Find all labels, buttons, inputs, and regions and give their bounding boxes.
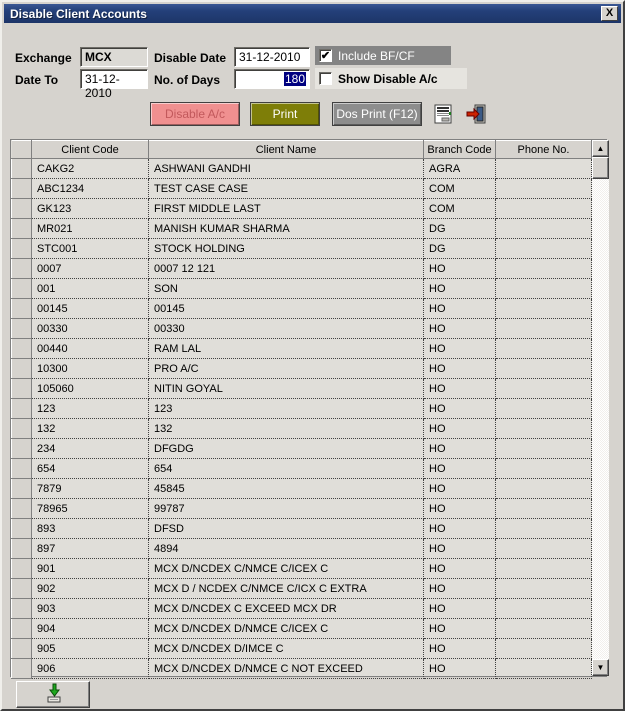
table-row[interactable] xyxy=(12,239,592,259)
table-row[interactable] xyxy=(12,319,592,339)
row-selector[interactable] xyxy=(12,159,32,179)
table-row[interactable] xyxy=(12,399,592,419)
row-selector[interactable] xyxy=(12,219,32,239)
phone-no-cell xyxy=(496,439,592,459)
branch-code-cell: DG xyxy=(424,219,496,239)
row-selector[interactable] xyxy=(12,659,32,679)
client-name-cell: MCX D/NCDEX C/NMCE C/ICEX C xyxy=(149,559,424,579)
phone-no-cell xyxy=(496,379,592,399)
client-name-cell: DFSD xyxy=(149,519,424,539)
client-code-cell: 7879 xyxy=(32,479,149,499)
date-to-field[interactable] xyxy=(80,69,148,100)
phone-no-cell xyxy=(496,559,592,579)
no-of-days-field[interactable] xyxy=(234,69,310,89)
table-row[interactable] xyxy=(12,199,592,219)
scrollbar-track[interactable] xyxy=(592,179,609,659)
include-bfcf-checkbox[interactable] xyxy=(315,46,451,65)
table-row[interactable] xyxy=(12,379,592,399)
client-name-cell: MCX D/NCDEX D/IMCE C xyxy=(149,639,424,659)
row-selector[interactable] xyxy=(12,539,32,559)
no-of-days-value: 180 xyxy=(284,72,305,86)
client-table-body xyxy=(12,159,592,679)
client-code-cell: GK123 xyxy=(32,199,149,219)
phone-no-cell xyxy=(496,499,592,519)
row-selector[interactable] xyxy=(12,179,32,199)
client-code-cell: 78965 xyxy=(32,499,149,519)
client-name-cell: 123 xyxy=(149,399,424,419)
disable-ac-button[interactable]: Disable A/c xyxy=(150,102,240,126)
row-selector[interactable] xyxy=(12,559,32,579)
phone-no-cell xyxy=(496,419,592,439)
phone-no-cell xyxy=(496,459,592,479)
disable-date-field[interactable] xyxy=(234,47,310,67)
client-name-cell: 0007 12 121 xyxy=(149,259,424,279)
client-name-cell: 00145 xyxy=(149,299,424,319)
table-row[interactable] xyxy=(12,299,592,319)
table-row[interactable] xyxy=(12,219,592,239)
table-row[interactable] xyxy=(12,659,592,679)
phone-no-cell xyxy=(496,599,592,619)
branch-code-cell: HO xyxy=(424,299,496,319)
scroll-up-icon: ▲ xyxy=(596,144,605,153)
branch-code-cell: DG xyxy=(424,239,496,259)
branch-code-cell: HO xyxy=(424,419,496,439)
branch-code-cell: HO xyxy=(424,479,496,499)
phone-no-cell xyxy=(496,159,592,179)
client-code-cell: 897 xyxy=(32,539,149,559)
titlebar xyxy=(4,4,621,23)
print-button[interactable]: Print xyxy=(250,102,320,126)
branch-code-cell: COM xyxy=(424,199,496,219)
branch-code-cell: HO xyxy=(424,399,496,419)
disable-date-label: Disable Date xyxy=(154,51,227,65)
table-row[interactable] xyxy=(12,519,592,539)
client-code-cell: 10300 xyxy=(32,359,149,379)
phone-no-cell xyxy=(496,239,592,259)
table-row[interactable] xyxy=(12,339,592,359)
row-selector[interactable] xyxy=(12,359,32,379)
col-branch-code[interactable]: Branch Code xyxy=(424,141,496,159)
table-row[interactable] xyxy=(12,179,592,199)
client-code-cell: 001 xyxy=(32,279,149,299)
phone-no-cell xyxy=(496,219,592,239)
client-code-cell: 105060 xyxy=(32,379,149,399)
scrollbar-thumb[interactable] xyxy=(592,157,609,179)
client-code-cell: 132 xyxy=(32,419,149,439)
client-name-cell: 4894 xyxy=(149,539,424,559)
client-name-cell: STOCK HOLDING xyxy=(149,239,424,259)
row-selector[interactable] xyxy=(12,419,32,439)
row-selector[interactable] xyxy=(12,339,32,359)
row-selector[interactable] xyxy=(12,399,32,419)
close-button[interactable] xyxy=(601,6,618,21)
client-name-cell: MCX D/NCDEX D/NMCE C/ICEX C xyxy=(149,619,424,639)
client-name-cell: NITIN GOYAL xyxy=(149,379,424,399)
checkbox-unchecked-icon xyxy=(319,72,332,85)
table-row[interactable] xyxy=(12,599,592,619)
branch-code-cell: HO xyxy=(424,259,496,279)
phone-no-cell xyxy=(496,199,592,219)
client-code-cell: 901 xyxy=(32,559,149,579)
client-code-cell: 905 xyxy=(32,639,149,659)
client-code-cell: 00330 xyxy=(32,319,149,339)
client-name-cell: SON xyxy=(149,279,424,299)
phone-no-cell xyxy=(496,539,592,559)
client-name-cell: MANISH KUMAR SHARMA xyxy=(149,219,424,239)
show-disable-label: Show Disable A/c xyxy=(338,71,438,86)
row-selector[interactable] xyxy=(12,619,32,639)
client-code-cell: 654 xyxy=(32,459,149,479)
client-code-cell: CAKG2 xyxy=(32,159,149,179)
client-name-cell: TEST CASE CASE xyxy=(149,179,424,199)
table-row[interactable] xyxy=(12,279,592,299)
col-client-name[interactable]: Client Name xyxy=(149,141,424,159)
col-client-code[interactable]: Client Code xyxy=(32,141,149,159)
window-title: Disable Client Accounts xyxy=(10,6,147,21)
client-code-cell: 902 xyxy=(32,579,149,599)
client-code-cell: 123 xyxy=(32,399,149,419)
row-selector[interactable] xyxy=(12,279,32,299)
scroll-down-icon: ▼ xyxy=(596,663,605,672)
close-icon: X xyxy=(605,7,614,19)
client-code-cell: 906 xyxy=(32,659,149,679)
table-row[interactable] xyxy=(12,439,592,459)
disable-date-value: 31-12-2010 xyxy=(239,50,301,64)
client-name-cell: 45845 xyxy=(149,479,424,499)
client-name-cell: 00330 xyxy=(149,319,424,339)
phone-no-cell xyxy=(496,619,592,639)
phone-no-cell xyxy=(496,479,592,499)
client-name-cell: MCX D / NCDEX C/NMCE C/ICX C EXTRA xyxy=(149,579,424,599)
phone-no-cell xyxy=(496,359,592,379)
phone-no-cell xyxy=(496,659,592,679)
table-row[interactable] xyxy=(12,559,592,579)
client-code-cell: 234 xyxy=(32,439,149,459)
client-name-cell: 99787 xyxy=(149,499,424,519)
no-of-days-label: No. of Days xyxy=(154,73,221,87)
branch-code-cell: HO xyxy=(424,539,496,559)
branch-code-cell: AGRA xyxy=(424,159,496,179)
table-row[interactable] xyxy=(12,159,592,179)
branch-code-cell: HO xyxy=(424,319,496,339)
row-selector[interactable] xyxy=(12,259,32,279)
phone-no-cell xyxy=(496,259,592,279)
export-button[interactable] xyxy=(16,681,90,708)
row-selector[interactable] xyxy=(12,199,32,219)
exit-icon[interactable] xyxy=(465,103,487,125)
client-code-cell: 0007 xyxy=(32,259,149,279)
row-selector[interactable] xyxy=(12,239,32,259)
client-code-cell: MR021 xyxy=(32,219,149,239)
branch-code-cell: HO xyxy=(424,519,496,539)
client-code-cell: ABC1234 xyxy=(32,179,149,199)
phone-no-cell xyxy=(496,579,592,599)
col-phone-no[interactable]: Phone No. xyxy=(496,141,592,159)
table-header-row xyxy=(12,141,592,159)
phone-no-cell xyxy=(496,399,592,419)
phone-no-cell xyxy=(496,639,592,659)
table-row[interactable] xyxy=(12,619,592,639)
row-selector[interactable] xyxy=(12,299,32,319)
table-row[interactable] xyxy=(12,539,592,559)
selector-header xyxy=(12,141,32,159)
dos-print-button[interactable]: Dos Print (F12) xyxy=(332,102,422,126)
phone-no-cell xyxy=(496,179,592,199)
branch-code-cell: COM xyxy=(424,179,496,199)
branch-code-cell: HO xyxy=(424,559,496,579)
row-selector[interactable] xyxy=(12,599,32,619)
branch-code-cell: HO xyxy=(424,459,496,479)
client-name-cell: ASHWANI GANDHI xyxy=(149,159,424,179)
table-row[interactable] xyxy=(12,359,592,379)
table-row[interactable] xyxy=(12,259,592,279)
branch-code-cell: HO xyxy=(424,279,496,299)
exchange-value: MCX xyxy=(85,50,112,64)
client-code-cell: STC001 xyxy=(32,239,149,259)
table-row[interactable] xyxy=(12,639,592,659)
row-selector[interactable] xyxy=(12,319,32,339)
branch-code-cell: HO xyxy=(424,659,496,679)
client-table xyxy=(10,139,607,677)
client-name-cell: DFGDG xyxy=(149,439,424,459)
table-row[interactable] xyxy=(12,459,592,479)
row-selector[interactable] xyxy=(12,499,32,519)
checkbox-checked-icon: ✔ xyxy=(320,50,331,62)
client-code-cell: 00440 xyxy=(32,339,149,359)
phone-no-cell xyxy=(496,519,592,539)
phone-no-cell xyxy=(496,279,592,299)
client-name-cell: RAM LAL xyxy=(149,339,424,359)
client-code-cell: 00145 xyxy=(32,299,149,319)
row-selector[interactable] xyxy=(12,639,32,659)
client-name-cell: 654 xyxy=(149,459,424,479)
phone-no-cell xyxy=(496,319,592,339)
scroll-up-button[interactable] xyxy=(592,140,609,157)
row-selector[interactable] xyxy=(12,479,32,499)
row-selector[interactable] xyxy=(12,519,32,539)
include-bfcf-label: Include BF/CF xyxy=(338,48,415,63)
branch-code-cell: HO xyxy=(424,619,496,639)
row-selector[interactable] xyxy=(12,439,32,459)
branch-code-cell: HO xyxy=(424,639,496,659)
branch-code-cell: HO xyxy=(424,379,496,399)
client-name-cell: MCX D/NCDEX D/NMCE C NOT EXCEED xyxy=(149,659,424,679)
phone-no-cell xyxy=(496,339,592,359)
table-row[interactable] xyxy=(12,499,592,519)
exchange-field xyxy=(80,47,148,67)
table-row[interactable] xyxy=(12,479,592,499)
show-disable-checkbox[interactable] xyxy=(315,68,467,89)
branch-code-cell: HO xyxy=(424,359,496,379)
client-name-cell: PRO A/C xyxy=(149,359,424,379)
client-name-cell: FIRST MIDDLE LAST xyxy=(149,199,424,219)
branch-code-cell: HO xyxy=(424,579,496,599)
branch-code-cell: HO xyxy=(424,599,496,619)
row-selector[interactable] xyxy=(12,579,32,599)
client-code-cell: 903 xyxy=(32,599,149,619)
client-name-cell: MCX D/NCDEX C EXCEED MCX DR xyxy=(149,599,424,619)
branch-code-cell: HO xyxy=(424,499,496,519)
vertical-scrollbar[interactable] xyxy=(592,140,609,676)
table-row[interactable] xyxy=(12,419,592,439)
branch-code-cell: HO xyxy=(424,439,496,459)
row-selector[interactable] xyxy=(12,459,32,479)
exchange-label: Exchange xyxy=(15,51,72,65)
client-code-cell: 904 xyxy=(32,619,149,639)
print-preview-icon[interactable] xyxy=(432,103,454,125)
branch-code-cell: HO xyxy=(424,339,496,359)
phone-no-cell xyxy=(496,299,592,319)
scroll-down-button[interactable] xyxy=(592,659,609,676)
client-code-cell: 893 xyxy=(32,519,149,539)
date-to-label: Date To xyxy=(15,73,59,87)
table-row[interactable] xyxy=(12,579,592,599)
client-name-cell: 132 xyxy=(149,419,424,439)
export-icon xyxy=(41,683,65,706)
date-to-value: 31-12-2010 xyxy=(85,72,120,100)
row-selector[interactable] xyxy=(12,379,32,399)
